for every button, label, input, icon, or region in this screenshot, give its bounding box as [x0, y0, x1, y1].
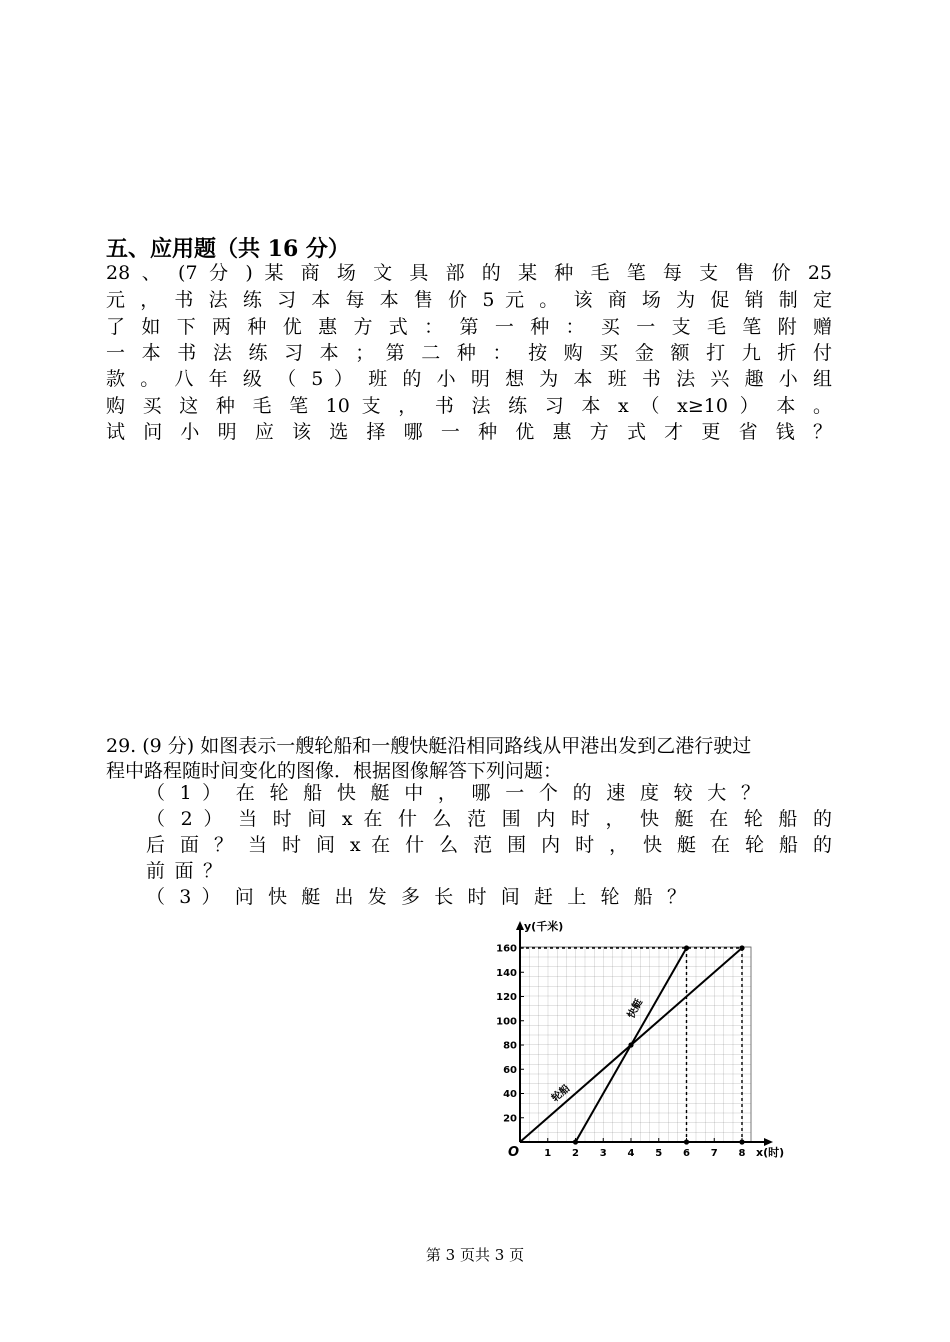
y-axis-arrow-icon [516, 921, 524, 930]
y-tick-label: 140 [496, 967, 517, 979]
page-footer: 第 3 页共 3 页 [425, 1246, 525, 1264]
q28-line: 一 本 书 法 练 习 本 ； 第 二 种 ： 按 购 买 金 额 打 九 折 付 [106, 342, 832, 364]
q28-line: 试 问 小 明 应 该 选 择 哪 一 种 优 惠 方 式 才 更 省 钱 ？ [106, 421, 832, 443]
x-tick-label: 2 [572, 1148, 579, 1159]
q29-sub-question-2: （ 2 ） 当 时 间 x 在 什 么 范 围 内 时 ， 快 艇 在 轮 船 的 [146, 808, 832, 830]
marked-point [573, 1139, 578, 1144]
x-tick-label: 4 [627, 1148, 635, 1159]
x-axis-label: x(时) [756, 1146, 785, 1159]
distance-time-chart [490, 915, 790, 1165]
q28-line: 购 买 这 种 毛 笔 10 支 ， 书 法 练 习 本 x （ x≥10 ） 本 。 [106, 395, 832, 417]
q28-line: 元 ， 书 法 练 习 本 每 本 售 价 5 元 。 该 商 场 为 促 销 制 定 [106, 289, 832, 311]
x-tick-label: 8 [738, 1148, 746, 1159]
q28-line: 28 、 (7 分 ) 某 商 场 文 具 部 的 某 种 毛 笔 每 支 售 价 25 [106, 262, 832, 284]
x-tick-label: 5 [655, 1148, 663, 1159]
x-tick-label: 1 [544, 1148, 552, 1159]
y-tick-label: 120 [496, 992, 517, 1003]
q29-sub-question-2-cont: 后 面 ？ 当 时 间 x 在 什 么 范 围 内 时 ， 快 艇 在 轮 船 的 [146, 834, 832, 856]
y-tick-label: 40 [503, 1089, 517, 1100]
q29-intro-line: 29. (9 分) 如图表示一艘轮船和一艘快艇沿相同路线从甲港出发到乙港行驶过 [106, 735, 752, 757]
q29-sub-question-1: （ 1 ） 在 轮 船 快 艇 中 ， 哪 一 个 的 速 度 较 大 ？ [146, 782, 760, 804]
series-label-speedboat: 快艇 [625, 997, 646, 1021]
y-tick-label: 60 [503, 1064, 517, 1076]
q29-sub-question-2-end: 前 面 ？ [146, 860, 222, 882]
series-label-ship: 轮船 [549, 1083, 573, 1105]
section-title: 五、应用题（共 16 分） [106, 236, 350, 262]
q29-intro-line: 程中路程随时间变化的图像．根据图像解答下列问题： [106, 760, 563, 782]
q29-sub-question-3: （ 3 ） 问 快 艇 出 发 多 长 时 间 赶 上 轮 船 ？ [146, 886, 686, 908]
x-axis-arrow-icon [764, 1138, 773, 1146]
marked-point [739, 945, 744, 950]
x-tick-label: 7 [710, 1148, 718, 1159]
y-tick-label: 20 [503, 1113, 517, 1125]
y-tick-label: 80 [503, 1040, 517, 1052]
marked-point [739, 1139, 744, 1144]
y-tick-label: 160 [496, 943, 517, 955]
y-tick-label: 100 [496, 1016, 517, 1028]
x-tick-label: 6 [683, 1148, 690, 1159]
q28-line: 了 如 下 两 种 优 惠 方 式 ： 第 一 种 ： 买 一 支 毛 笔 附 赠 [106, 316, 832, 338]
marked-point [628, 1042, 633, 1047]
q28-line: 款 。 八 年 级 （ 5 ） 班 的 小 明 想 为 本 班 书 法 兴 趣 小 组 [106, 368, 832, 390]
marked-point [684, 945, 689, 950]
y-axis-label: y(千米) [524, 920, 564, 933]
x-tick-label: 3 [599, 1148, 607, 1159]
marked-point [684, 1139, 689, 1144]
origin-label: O [508, 1145, 520, 1160]
